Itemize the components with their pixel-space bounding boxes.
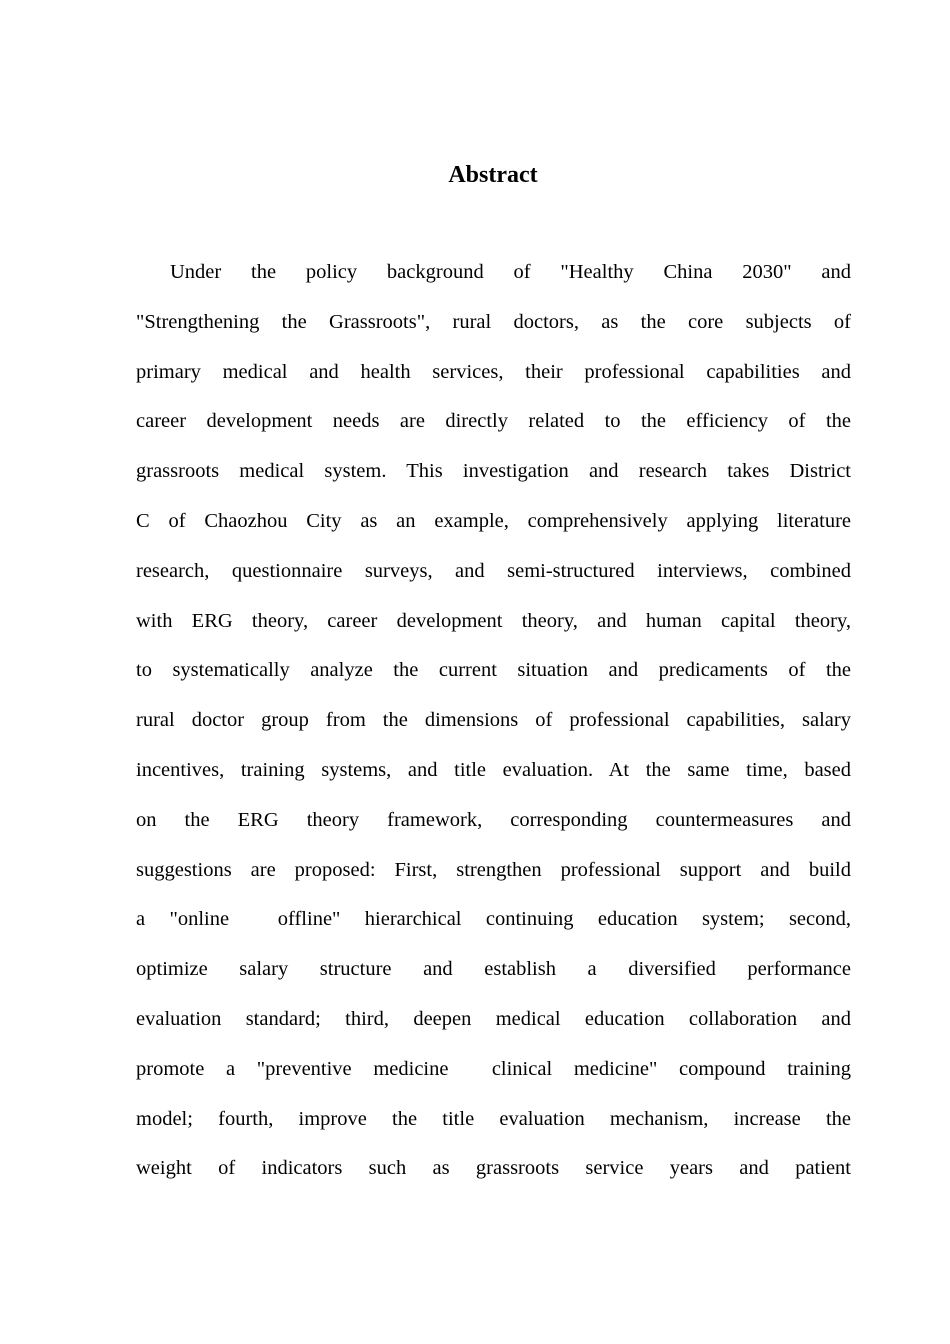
text-line: C of Chaozhou City as an example, comprehensively applying literature [136,509,851,532]
text-line: evaluation standard; third, deepen medical education collaboration and [136,1007,851,1030]
text-line: career development needs are directly related to the efficiency of the [136,410,851,433]
abstract-title: Abstract [448,162,538,188]
text-line: "Strengthening the Grassroots", rural doctors, as the core subjects of [136,310,851,333]
text-line: research, questionnaire surveys, and semi-structured interviews, combined [136,559,851,582]
text-line: with ERG theory, career development theory, and human capital theory, [136,609,851,632]
text-line: model; fourth, improve the title evaluation mechanism, increase the [136,1107,851,1130]
text-line: incentives, training systems, and title evaluation. At the same time, based [136,758,851,781]
text-line: optimize salary structure and establish a diversified performance [136,958,851,981]
text-line: rural doctor group from the dimensions of professional capabilities, salary [136,709,851,732]
text-line: suggestions are proposed: First, strengthen professional support and build [136,858,851,881]
text-line: primary medical and health services, their professional capabilities and [136,360,851,383]
text-line: on the ERG theory framework, corresponding countermeasures and [136,808,851,831]
text-line: to systematically analyze the current situation and predicaments of the [136,659,851,682]
text-line: promote a "preventive medicine clinical medicine" compound training [136,1057,851,1080]
text-line: Under the policy background of "Healthy China 2030" and [170,261,851,283]
text-line: grassroots medical system. This investigation and research takes District [136,460,851,483]
text-line: weight of indicators such as grassroots service years and patient [136,1157,851,1180]
abstract-body [136,248,851,1194]
text-line: a "online offline" hierarchical continuing education system; second, [136,908,851,931]
